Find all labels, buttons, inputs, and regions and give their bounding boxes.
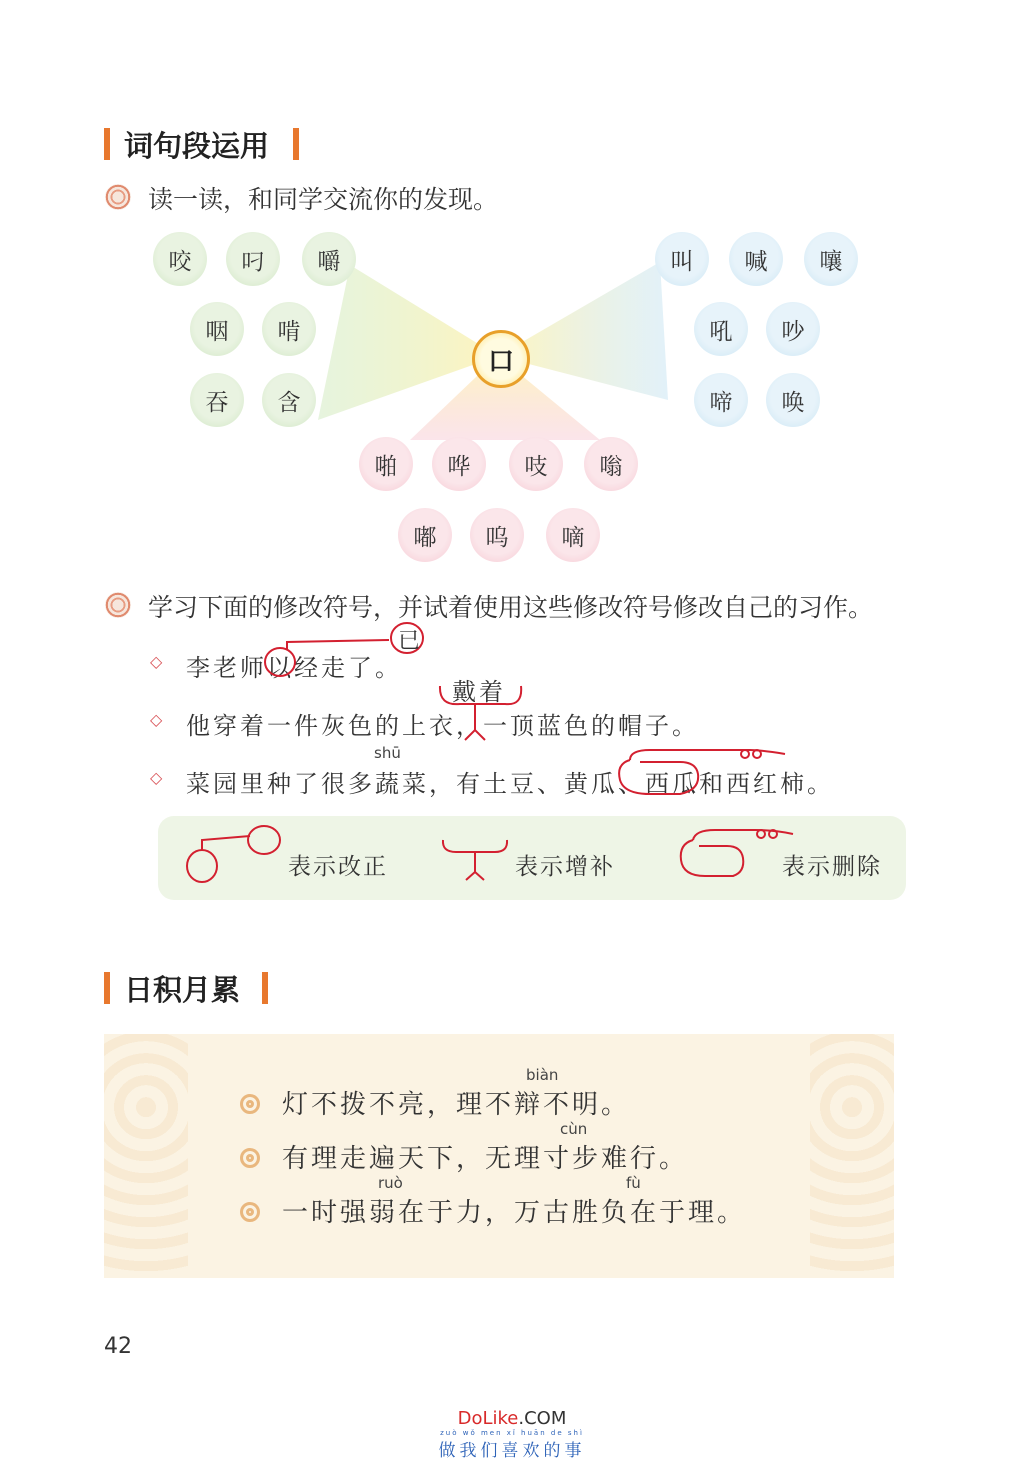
char-circle-blue: 吵 — [766, 302, 820, 356]
page-number: 42 — [104, 1334, 132, 1359]
ring-bullet-icon — [240, 1094, 260, 1114]
legend-correct-label: 表示改正 — [288, 854, 388, 880]
pinyin-shu: shū — [374, 744, 401, 762]
ring-bullet-icon — [240, 1148, 260, 1168]
example-1-post: 经走了。 — [294, 654, 402, 682]
footer-brand — [0, 1408, 1024, 1429]
example-2-pre: 他穿着一件灰色的上衣， — [186, 712, 483, 740]
char-circle-pink: 嘟 — [398, 508, 452, 562]
char-circle-green: 啃 — [262, 302, 316, 356]
char-circle-blue: 吼 — [694, 302, 748, 356]
legend-delete-label: 表示删除 — [782, 854, 882, 880]
char-circle-blue: 唤 — [766, 373, 820, 427]
char-circle-blue: 嚷 — [804, 232, 858, 286]
title-bar-right — [262, 972, 268, 1004]
pinyin-cun: cùn — [560, 1120, 588, 1138]
char-circle-pink: 哗 — [432, 437, 486, 491]
char-circle-pink: 吱 — [509, 437, 563, 491]
char-circle-pink: 嘀 — [546, 508, 600, 562]
diamond-bullet-icon: ◇ — [150, 710, 163, 729]
legend-add-label: 表示增补 — [515, 854, 615, 880]
example-1-pre: 李老师 — [186, 654, 267, 682]
brand-domain: .COM — [518, 1408, 567, 1429]
diamond-bullet-icon: ◇ — [150, 768, 163, 787]
example-1-mark: 以 — [267, 654, 294, 682]
char-circle-pink: 啪 — [359, 437, 413, 491]
char-circle-green: 吞 — [190, 373, 244, 427]
correct-mark-icon — [180, 822, 290, 892]
insert-mark-icon — [440, 832, 520, 887]
proverb-3: 一时强弱在于力，万古胜负在于理。 — [282, 1198, 747, 1228]
insert-word: 戴着 — [452, 678, 506, 706]
char-circle-green: 咬 — [153, 232, 207, 286]
insertion-mark — [435, 676, 535, 746]
proverb-1: 灯不拨不亮，理不辩不明。 — [282, 1090, 631, 1120]
seal-bullet-icon — [105, 592, 131, 618]
proverb-2: 有理走遍天下，无理寸步难行。 — [282, 1144, 689, 1174]
ray-diagram — [0, 0, 1024, 600]
title-bar-left — [104, 972, 110, 1004]
deletion-mark — [610, 744, 810, 804]
section-title-usage: 词句段运用 — [124, 129, 270, 163]
footer-slogan-pinyin: zuò wǒ men xǐ huān de shì — [440, 1429, 584, 1437]
pinyin-fu: fù — [626, 1174, 641, 1192]
center-char-mouth: 口 — [472, 330, 530, 388]
example-2-post: 一顶蓝色的帽子。 — [483, 712, 699, 740]
char-circle-green: 叼 — [226, 232, 280, 286]
brand-name: DoLike — [457, 1408, 519, 1429]
ring-bullet-icon — [240, 1202, 260, 1222]
char-circle-pink: 嗡 — [584, 437, 638, 491]
instruction-marks: 学习下面的修改符号，并试着使用这些修改符号修改自己的习作。 — [148, 593, 874, 622]
section-title-accumulate: 日积月累 — [124, 973, 241, 1007]
char-circle-blue: 喊 — [729, 232, 783, 286]
char-circle-green: 咽 — [190, 302, 244, 356]
footer-slogan: 做我们喜欢的事 — [438, 1441, 586, 1461]
char-circle-blue: 叫 — [655, 232, 709, 286]
correction-char: 已 — [398, 629, 421, 654]
pinyin-bian: biàn — [526, 1066, 559, 1084]
pattern-left — [104, 1034, 188, 1278]
char-circle-green: 含 — [262, 373, 316, 427]
char-circle-pink: 呜 — [470, 508, 524, 562]
pattern-right — [810, 1034, 894, 1278]
example-sentence-3: 菜园里种了很多蔬菜，有土豆、黄瓜、西瓜和西红柿。 — [186, 770, 834, 798]
char-circle-blue: 啼 — [694, 373, 748, 427]
char-circle-green: 嚼 — [302, 232, 356, 286]
instruction-read: 读一读，和同学交流你的发现。 — [148, 185, 499, 214]
pinyin-ruo: ruò — [378, 1174, 403, 1192]
diamond-bullet-icon: ◇ — [150, 652, 163, 671]
